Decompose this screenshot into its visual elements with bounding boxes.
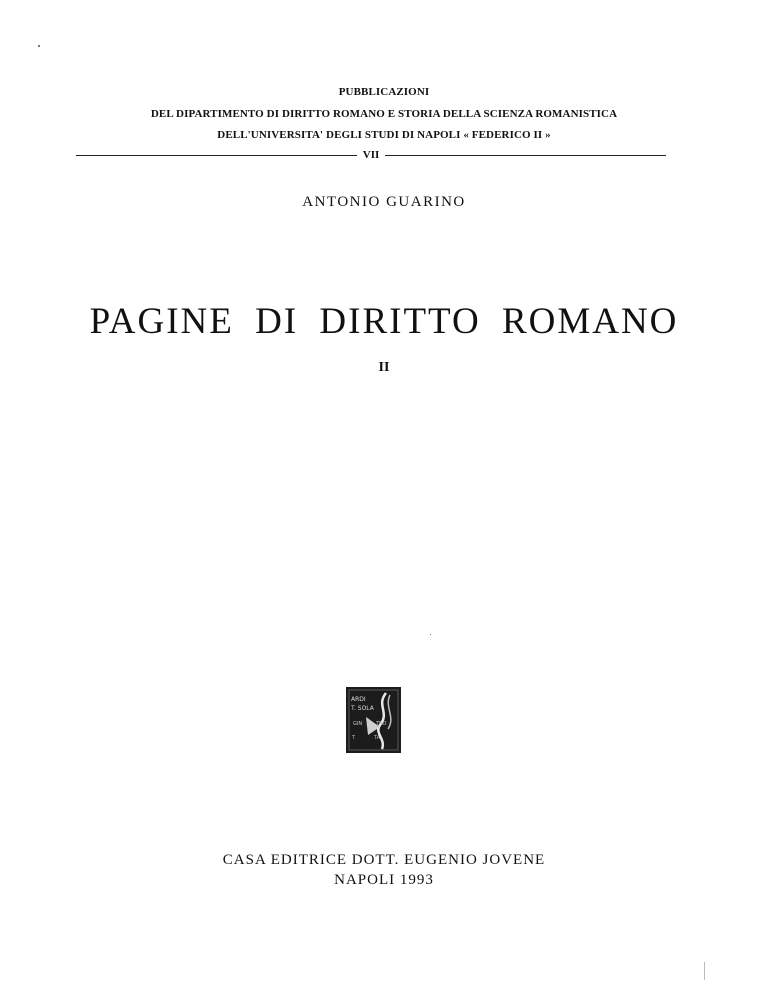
- series-heading: PUBBLICAZIONI: [338, 86, 430, 98]
- publisher-emblem-icon: [346, 687, 401, 753]
- author-name: ANTONIO GUARINO: [302, 194, 466, 210]
- emblem-text-2: T. SOLA: [351, 705, 374, 712]
- scan-edge-mark: [704, 962, 705, 980]
- emblem-text-3: GIN: [353, 721, 363, 727]
- university-line: DELL'UNIVERSITA' DEGLI STUDI DI NAPOLI « FEDERICO II »: [217, 129, 551, 141]
- scan-speck: [430, 634, 431, 635]
- scan-speck: [38, 45, 40, 47]
- right-rule: [385, 155, 666, 156]
- publication-place-year: NAPOLI 1993: [334, 872, 434, 888]
- emblem-text-6: TA: [374, 735, 381, 741]
- series-volume-row: [76, 145, 666, 165]
- department-line: DEL DIPARTIMENTO DI DIRITTO ROMANO E STORIA DELLA SCIENZA ROMANISTICA: [150, 108, 618, 120]
- emblem-text-4: TRO: [376, 721, 387, 727]
- series-volume-number: VII: [362, 149, 380, 161]
- emblem-text-5: T: [352, 735, 356, 741]
- publisher-name: CASA EDITRICE DOTT. EUGENIO JOVENE: [222, 852, 546, 868]
- book-title: PAGINE DI DIRITTO ROMANO: [89, 301, 679, 342]
- volume-number: II: [378, 360, 390, 375]
- emblem-text-1: ARDI: [351, 696, 366, 703]
- left-rule: [76, 155, 357, 156]
